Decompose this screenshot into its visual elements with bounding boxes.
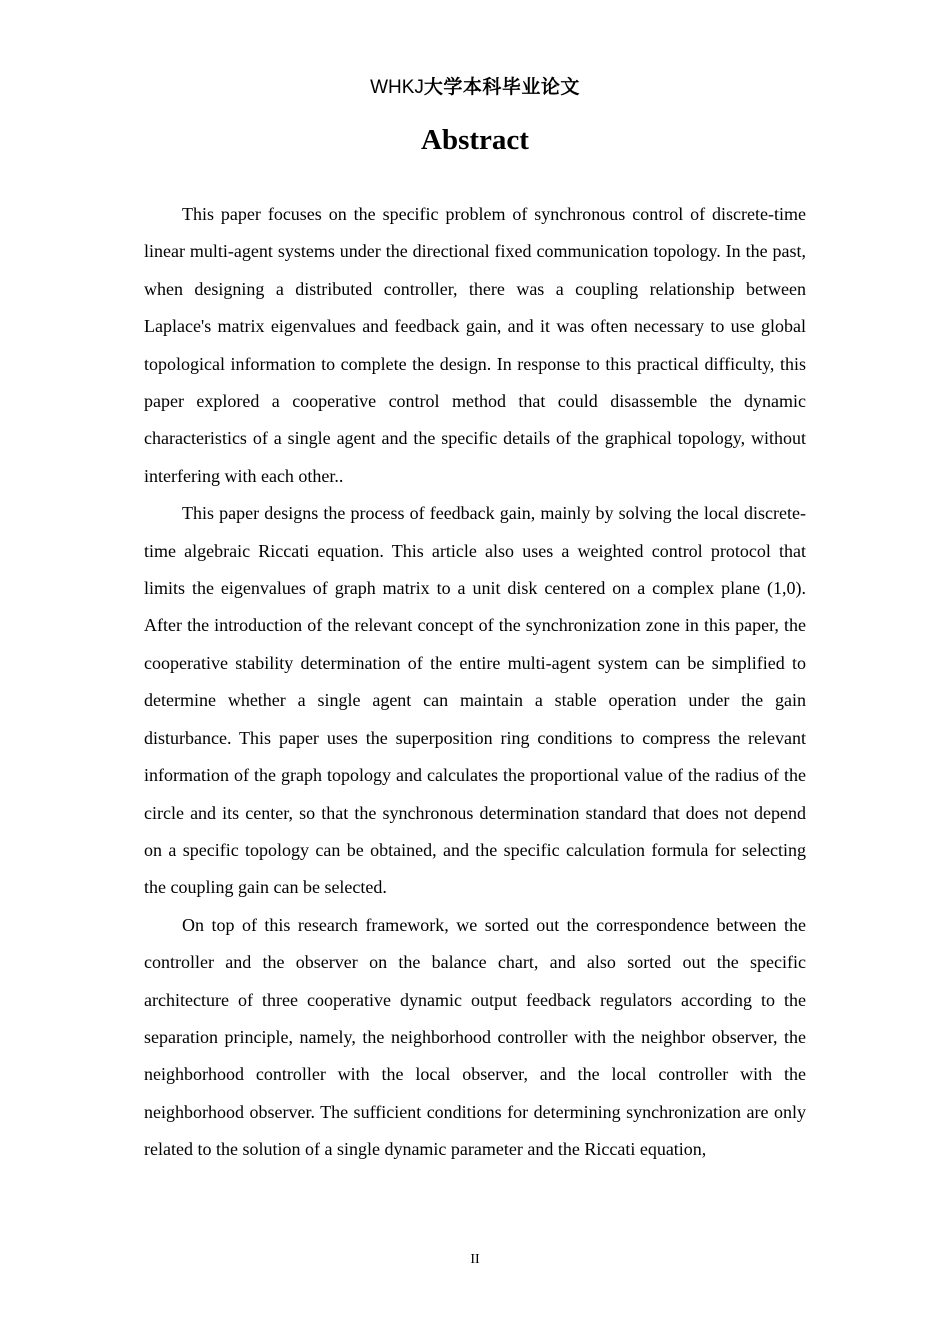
header-school-abbreviation: WHKJ bbox=[370, 77, 424, 98]
abstract-paragraph: This paper focuses on the specific problem of synchronous control of discrete-time linear multi-agent systems under the directional fixed communication topology. In the past, when designing a distributed controller, there was a coupling relationship between Laplace's matrix eigenvalues and feedback gain, and it was often necessary to use global topological information to complete the design. In response to this practical difficulty, this paper explored a cooperative control method that could disassemble the dynamic characteristics of a single agent and the specific details of the graphical topology, without interfering with each other.. bbox=[144, 204, 806, 486]
abstract-title: Abstract bbox=[421, 124, 529, 156]
abstract-paragraph: On top of this research framework, we sorted out the correspondence between the controller and the observer on the balance chart, and also sorted out the specific architecture of three cooperative dynamic output feedback regulators according to the separation principle, namely, the neighborhood controller with the neighbor observer, the neighborhood controller with the local observer, and the local controller with the neighborhood observer. The sufficient conditions for determining synchronization are only related to the solution of a single dynamic parameter and the Riccati equation, bbox=[144, 914, 806, 1160]
abstract-body bbox=[144, 196, 806, 1169]
header-thesis-label: 大学本科毕业论文 bbox=[423, 76, 580, 98]
running-header bbox=[0, 75, 950, 100]
abstract-paragraph: This paper designs the process of feedback gain, mainly by solving the local discrete-time algebraic Riccati equation. This article also uses a weighted control protocol that limits the eigenvalues of graph matrix to a unit disk centered on a complex plane (1,0). After the introduction of the relevant concept of the synchronization zone in this paper, the cooperative stability determination of the entire multi-agent system can be simplified to determine whether a single agent can maintain a stable operation under the gain disturbance. This paper uses the superposition ring conditions to compress the relevant information of the graph topology and calculates the proportional value of the radius of the circle and its center, so that the synchronous determination standard that does not depend on a specific topology can be obtained, and the specific calculation formula for selecting the coupling gain can be selected. bbox=[144, 503, 806, 898]
page-number: II bbox=[470, 1252, 480, 1267]
